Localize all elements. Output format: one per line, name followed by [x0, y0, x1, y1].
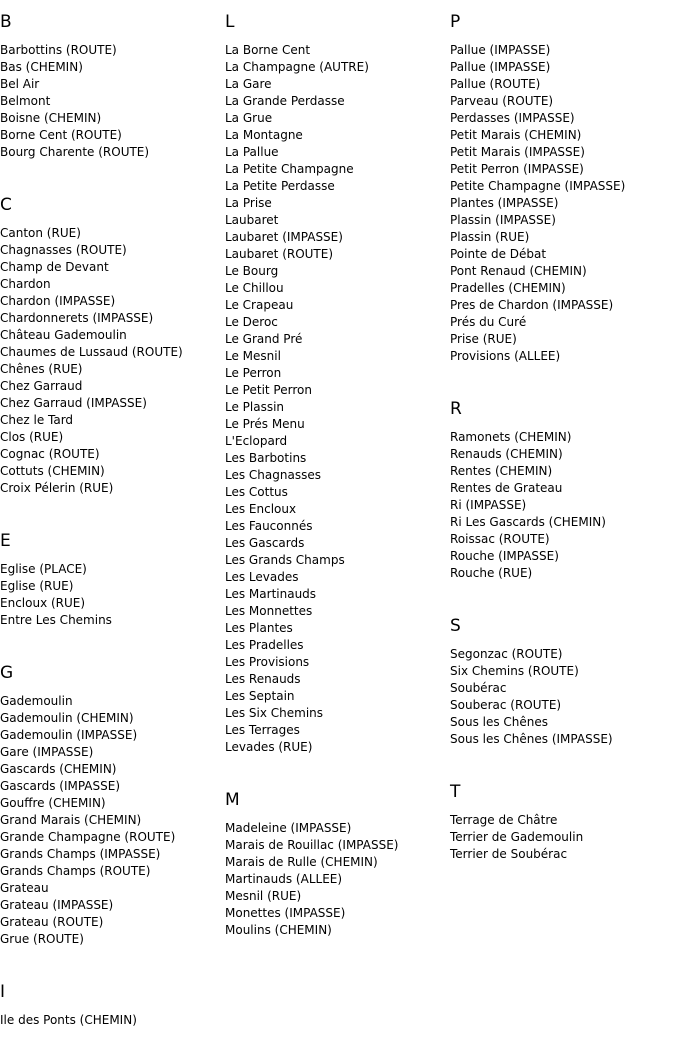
street-list-item: Grand Marais (CHEMIN) [0, 813, 142, 827]
street-list-item: Ile des Ponts (CHEMIN) [0, 1013, 137, 1027]
street-list-item: Grands Champs (ROUTE) [0, 864, 151, 878]
street-list-item: Canton (RUE) [0, 226, 81, 240]
street-list-item: Rouche (IMPASSE) [450, 549, 559, 563]
street-index-column-3 [450, 0, 670, 897]
street-list-item: La Prise [225, 196, 272, 210]
letter-section-l [225, 12, 445, 756]
street-list-item: Chez Garraud [0, 379, 83, 393]
street-list-item: La Petite Champagne [225, 162, 354, 176]
street-list-item: Petit Marais (IMPASSE) [450, 145, 585, 159]
street-list-item: Laubaret (IMPASSE) [225, 230, 343, 244]
street-list-item: Croix Pélerin (RUE) [0, 481, 114, 495]
street-list-item: Sous les Chênes (IMPASSE) [450, 732, 613, 746]
street-list-item: La Champagne (AUTRE) [225, 60, 369, 74]
street-list-item: Borne Cent (ROUTE) [0, 128, 122, 142]
street-list-item: Champ de Devant [0, 260, 109, 274]
street-list [0, 1012, 220, 1029]
section-letter-heading: S [450, 616, 461, 636]
street-list-item: La Montagne [225, 128, 303, 142]
section-letter-heading: E [0, 531, 11, 551]
street-list-item: Chez le Tard [0, 413, 74, 427]
street-list-item: La Petite Perdasse [225, 179, 335, 193]
letter-section-p [450, 12, 670, 365]
street-list-item: Les Terrages [225, 723, 300, 737]
section-letter-heading: M [225, 790, 240, 810]
street-list-item: Grateau [0, 881, 49, 895]
letter-section-i [0, 982, 220, 1029]
street-list-item: Le Chillou [225, 281, 284, 295]
street-list-item: Pallue (IMPASSE) [450, 43, 551, 57]
street-list-item: Ri Les Gascards (CHEMIN) [450, 515, 606, 529]
street-list-item: Sous les Chênes [450, 715, 549, 729]
letter-section-g [0, 663, 220, 948]
street-list-item: Petit Perron (IMPASSE) [450, 162, 584, 176]
street-list-item: Segonzac (ROUTE) [450, 647, 563, 661]
street-list-item: Roissac (ROUTE) [450, 532, 550, 546]
street-list-item: Belmont [0, 94, 51, 108]
street-list-item: Gouffre (CHEMIN) [0, 796, 106, 810]
street-list-item: Bourg Charente (ROUTE) [0, 145, 150, 159]
street-list [0, 693, 220, 948]
street-list-item: Grands Champs (IMPASSE) [0, 847, 161, 861]
street-list-item: Gademoulin (IMPASSE) [0, 728, 138, 742]
street-list-item: Les Encloux [225, 502, 297, 516]
section-letter-heading: R [450, 399, 462, 419]
street-list [450, 429, 670, 582]
street-list-item: Pallue (ROUTE) [450, 77, 541, 91]
letter-section-c [0, 195, 220, 497]
street-index-column-2 [225, 0, 445, 973]
street-list-item: Rouche (RUE) [450, 566, 533, 580]
street-list-item: Le Perron [225, 366, 282, 380]
street-list-item: Les Chagnasses [225, 468, 321, 482]
letter-section-s [450, 616, 670, 748]
street-list-item: Cognac (ROUTE) [0, 447, 100, 461]
letter-section-t [450, 782, 670, 863]
street-list-item: Prés du Curé [450, 315, 527, 329]
street-list-item: La Grande Perdasse [225, 94, 345, 108]
street-list-item: Les Cottus [225, 485, 288, 499]
street-list-item: Les Pradelles [225, 638, 304, 652]
section-letter-heading: T [450, 782, 461, 802]
street-list-item: Chardon (IMPASSE) [0, 294, 116, 308]
street-list-item: Les Martinauds [225, 587, 317, 601]
street-list-item: Laubaret (ROUTE) [225, 247, 334, 261]
street-list-item: Pallue (IMPASSE) [450, 60, 551, 74]
letter-section-m [225, 790, 445, 939]
street-list-item: Les Levades [225, 570, 299, 584]
street-list-item: Gademoulin [0, 694, 73, 708]
street-list [450, 42, 670, 365]
street-list-item: Gascards (CHEMIN) [0, 762, 117, 776]
street-list-item: Les Renauds [225, 672, 301, 686]
street-list-item: Boisne (CHEMIN) [0, 111, 102, 125]
street-list-item: Grue (ROUTE) [0, 932, 84, 946]
street-list-item: Barbottins (ROUTE) [0, 43, 117, 57]
street-list-item: Parveau (ROUTE) [450, 94, 554, 108]
street-list-item: Rentes (CHEMIN) [450, 464, 553, 478]
street-list-item: Les Septain [225, 689, 295, 703]
street-list-item: Chardon [0, 277, 51, 291]
street-list-item: L'Eclopard [225, 434, 288, 448]
street-list-item: Clos (RUE) [0, 430, 64, 444]
street-list-item: Ramonets (CHEMIN) [450, 430, 572, 444]
street-list-item: La Borne Cent [225, 43, 311, 57]
street-list-item: Gare (IMPASSE) [0, 745, 94, 759]
street-list [225, 42, 445, 756]
street-list-item: Laubaret [225, 213, 279, 227]
street-list-item: Eglise (RUE) [0, 579, 74, 593]
street-list-item: Ri (IMPASSE) [450, 498, 527, 512]
section-letter-heading: I [0, 982, 6, 1002]
street-list-item: Marais de Rouillac (IMPASSE) [225, 838, 399, 852]
street-list-item: Bas (CHEMIN) [0, 60, 83, 74]
street-list [225, 820, 445, 939]
street-list-item: Les Barbotins [225, 451, 307, 465]
street-list-item: La Pallue [225, 145, 279, 159]
street-list-item: Bel Air [0, 77, 40, 91]
street-list-item: Les Provisions [225, 655, 310, 669]
street-list-item: Levades (RUE) [225, 740, 313, 754]
street-list-item: Plantes (IMPASSE) [450, 196, 559, 210]
street-list-item: Chênes (RUE) [0, 362, 83, 376]
street-list-item: Grateau (IMPASSE) [0, 898, 114, 912]
street-list-item: Pradelles (CHEMIN) [450, 281, 566, 295]
street-list-item: La Grue [225, 111, 273, 125]
street-list-item: Le Deroc [225, 315, 278, 329]
street-list-item: Les Grands Champs [225, 553, 345, 567]
street-list-item: Chardonnerets (IMPASSE) [0, 311, 154, 325]
letter-section-e [0, 531, 220, 629]
street-list-item: Pointe de Débat [450, 247, 547, 261]
street-list-item: Le Petit Perron [225, 383, 312, 397]
street-list-item: Terrier de Soubérac [450, 847, 568, 861]
street-list-item: Les Plantes [225, 621, 293, 635]
street-list-item: La Gare [225, 77, 272, 91]
street-list-item: Le Crapeau [225, 298, 294, 312]
street-list [0, 561, 220, 629]
street-list-item: Martinauds (ALLEE) [225, 872, 343, 886]
street-list-item: Perdasses (IMPASSE) [450, 111, 575, 125]
street-list-item: Les Monnettes [225, 604, 313, 618]
street-list-item: Le Grand Pré [225, 332, 303, 346]
street-list-item: Renauds (CHEMIN) [450, 447, 563, 461]
street-list-item: Mesnil (RUE) [225, 889, 302, 903]
section-letter-heading: P [450, 12, 461, 32]
street-list-item: Marais de Rulle (CHEMIN) [225, 855, 378, 869]
street-list-item: Madeleine (IMPASSE) [225, 821, 352, 835]
street-list-item: Terrage de Châtre [450, 813, 558, 827]
street-list-item: Les Gascards [225, 536, 305, 550]
street-list-item: Grateau (ROUTE) [0, 915, 104, 929]
street-list-item: Moulins (CHEMIN) [225, 923, 332, 937]
street-list-item: Grande Champagne (ROUTE) [0, 830, 176, 844]
section-letter-heading: B [0, 12, 12, 32]
street-list-item: Chagnasses (ROUTE) [0, 243, 127, 257]
section-letter-heading: C [0, 195, 12, 215]
street-list-item: Soubérac [450, 681, 507, 695]
street-list-item: Encloux (RUE) [0, 596, 86, 610]
street-list-item: Le Mesnil [225, 349, 281, 363]
street-list-item: Eglise (PLACE) [0, 562, 87, 576]
street-list-item: Six Chemins (ROUTE) [450, 664, 579, 678]
street-list-item: Souberac (ROUTE) [450, 698, 562, 712]
street-list [0, 225, 220, 497]
street-list-item: Les Six Chemins [225, 706, 324, 720]
street-list-item: Cottuts (CHEMIN) [0, 464, 105, 478]
street-list-item: Le Plassin [225, 400, 285, 414]
street-list-item: Petite Champagne (IMPASSE) [450, 179, 626, 193]
street-list-item: Plassin (RUE) [450, 230, 530, 244]
street-list-item: Chaumes de Lussaud (ROUTE) [0, 345, 183, 359]
street-list-item: Monettes (IMPASSE) [225, 906, 346, 920]
street-list-item: Pres de Chardon (IMPASSE) [450, 298, 614, 312]
street-list [450, 646, 670, 748]
street-list-item: Petit Marais (CHEMIN) [450, 128, 582, 142]
street-list-item: Château Gademoulin [0, 328, 127, 342]
street-list-item: Gascards (IMPASSE) [0, 779, 121, 793]
street-list-item: Le Prés Menu [225, 417, 305, 431]
street-list-item: Rentes de Grateau [450, 481, 563, 495]
street-list-item: Chez Garraud (IMPASSE) [0, 396, 147, 410]
street-list-item: Terrier de Gademoulin [450, 830, 584, 844]
street-list-item: Provisions (ALLEE) [450, 349, 561, 363]
street-list [0, 42, 220, 161]
street-list-item: Les Fauconnés [225, 519, 313, 533]
street-list-item: Pont Renaud (CHEMIN) [450, 264, 587, 278]
letter-section-r [450, 399, 670, 582]
street-index-column-1 [0, 0, 220, 1063]
street-list-item: Gademoulin (CHEMIN) [0, 711, 134, 725]
street-list-item: Plassin (IMPASSE) [450, 213, 556, 227]
street-list [450, 812, 670, 863]
street-list-item: Le Bourg [225, 264, 279, 278]
letter-section-b [0, 12, 220, 161]
street-list-item: Prise (RUE) [450, 332, 517, 346]
section-letter-heading: G [0, 663, 14, 683]
street-list-item: Entre Les Chemins [0, 613, 112, 627]
section-letter-heading: L [225, 12, 235, 32]
